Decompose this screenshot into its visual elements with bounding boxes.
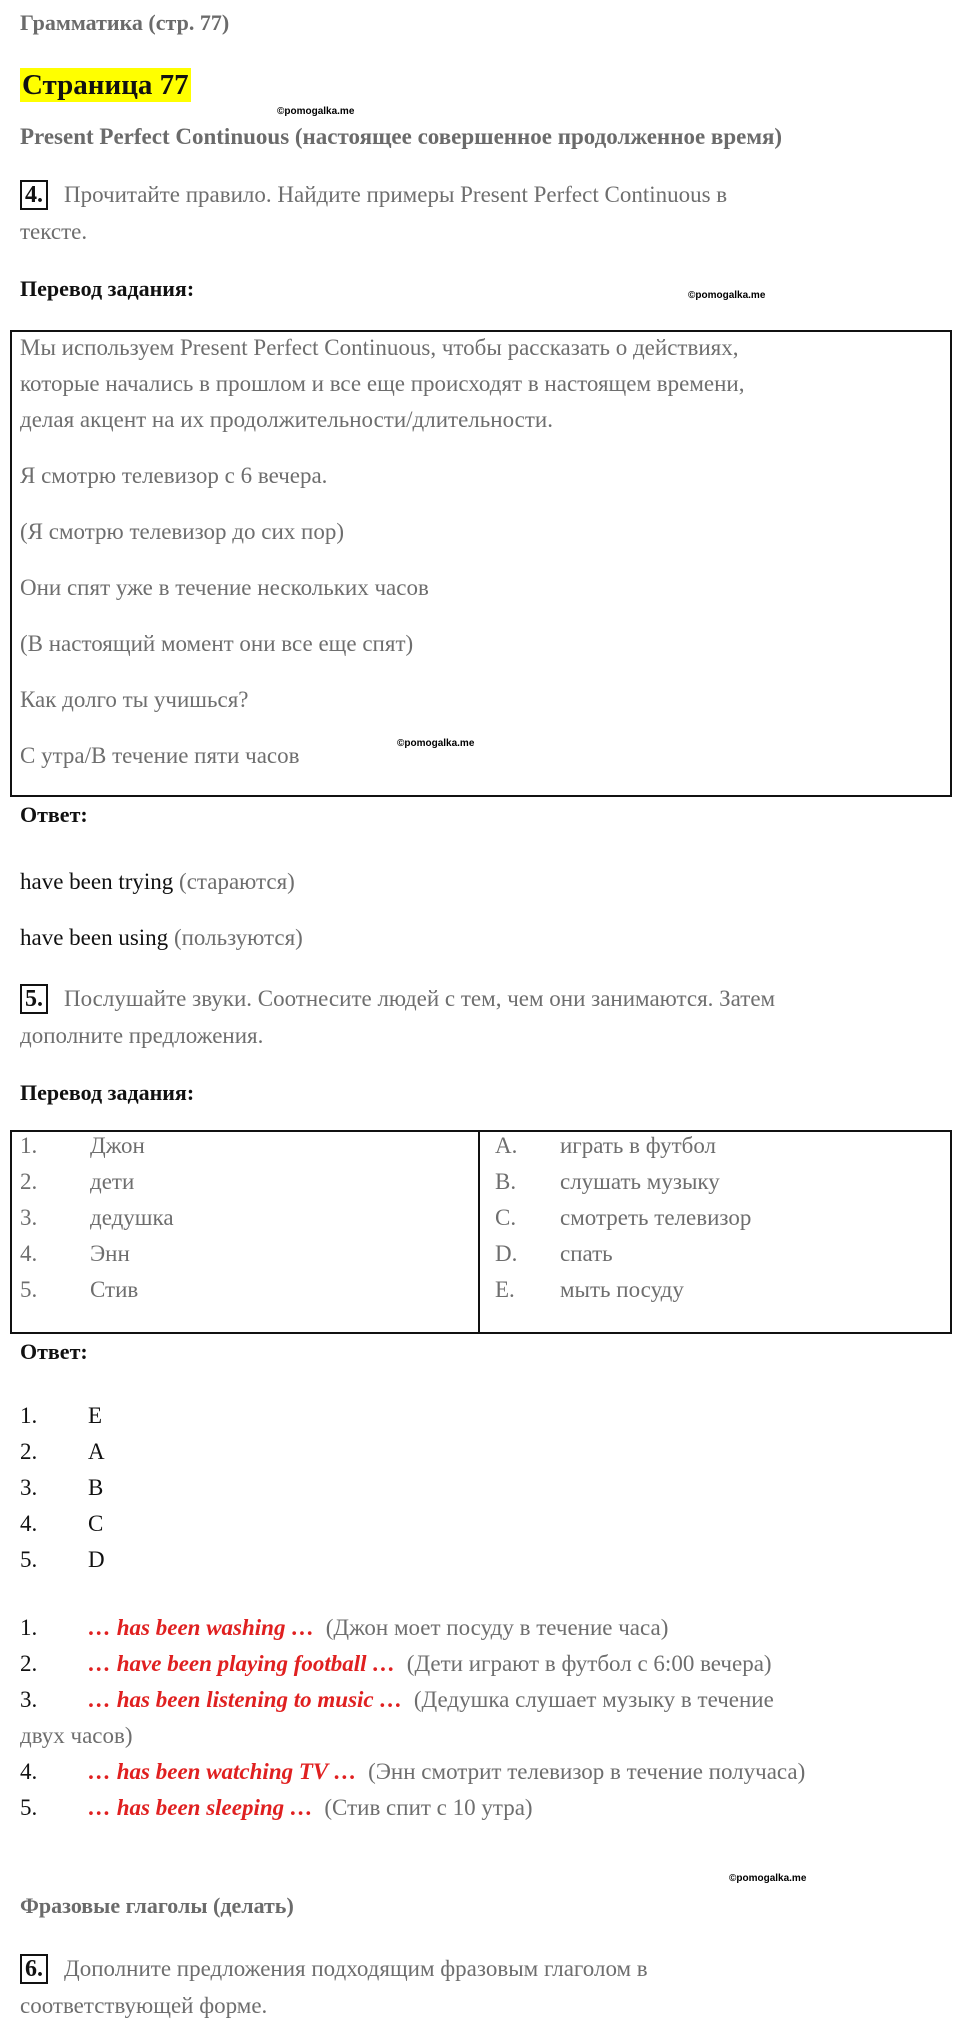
- sentence-3-continued: двух часов): [20, 1723, 133, 1748]
- match-answer-3-num: 3.: [20, 1475, 38, 1500]
- phrasal-verbs-heading: Фразовые глаголы (делать): [20, 1893, 294, 1918]
- match-answer-5-letter: D: [88, 1547, 105, 1572]
- right-item-a-text: играть в футбол: [560, 1133, 717, 1158]
- matching-table: [10, 1130, 952, 1334]
- task4-answer-heading: Ответ:: [20, 802, 88, 827]
- sentence-2-num: 2.: [20, 1651, 38, 1676]
- rule-example-6: С утра/В течение пяти часов: [20, 743, 300, 768]
- right-item-d-text: спать: [560, 1241, 613, 1266]
- match-answer-4-letter: C: [88, 1511, 104, 1536]
- right-item-a: A.: [495, 1133, 518, 1158]
- sentence-3: … has been listening to music … (Дедушка слушает музыку в течение: [88, 1687, 774, 1712]
- match-answer-3-letter: B: [88, 1475, 104, 1500]
- task4-answer-1: have been trying (стараются): [20, 869, 295, 894]
- watermark: ©pomogalka.me: [397, 738, 475, 749]
- sentence-5-num: 5.: [20, 1795, 38, 1820]
- match-answer-2-letter: A: [88, 1439, 105, 1464]
- sentence-2: … have been playing football … (Дети играют в футбол с 6:00 вечера): [88, 1651, 772, 1676]
- sentence-4-num: 4.: [20, 1759, 38, 1784]
- left-item-1: 1.: [20, 1133, 38, 1158]
- right-item-c-text: смотреть телевизор: [560, 1205, 752, 1230]
- left-item-4-text: Энн: [90, 1241, 130, 1266]
- right-item-c: C.: [495, 1205, 517, 1230]
- rule-example-4: (В настоящий момент они все еще спят): [20, 631, 414, 656]
- task5-answer-heading: Ответ:: [20, 1339, 88, 1364]
- left-item-5: 5.: [20, 1277, 38, 1302]
- grammar-topic-title: Present Perfect Continuous (настоящее совершенное продолженное время): [20, 124, 783, 149]
- table-divider: [478, 1131, 480, 1333]
- task6-number: 6.: [20, 1954, 48, 1984]
- right-item-b: B.: [495, 1169, 517, 1194]
- match-answer-4-num: 4.: [20, 1511, 38, 1536]
- task5-translation-heading: Перевод задания:: [20, 1080, 195, 1105]
- right-item-e-text: мыть посуду: [560, 1277, 684, 1302]
- left-item-2: 2.: [20, 1169, 38, 1194]
- task4-instruction: 4. Прочитайте правило. Найдите примеры Present Perfect Continuous в тексте.: [20, 182, 728, 244]
- match-answer-1-num: 1.: [20, 1403, 38, 1428]
- watermark: ©pomogalka.me: [277, 106, 355, 117]
- rule-example-5: Как долго ты учишься?: [20, 687, 249, 712]
- left-item-3: 3.: [20, 1205, 38, 1230]
- sentence-1-num: 1.: [20, 1615, 38, 1640]
- left-item-4: 4.: [20, 1241, 38, 1266]
- left-item-3-text: дедушка: [90, 1205, 174, 1230]
- match-answer-1-letter: E: [88, 1403, 103, 1428]
- task4-answer-2: have been using (пользуются): [20, 925, 303, 950]
- right-item-d: D.: [495, 1241, 518, 1266]
- sentence-5: … has been sleeping … (Стив спит с 10 утра): [88, 1795, 533, 1820]
- task5-instruction: 5. Послушайте звуки. Соотнесите людей с тем, чем они занимаются. Затем дополните предложения.: [20, 986, 776, 1048]
- task6-instruction: 6. Дополните предложения подходящим фразовым глаголом в соответствующей форме.: [20, 1956, 648, 2018]
- sentence-1: … has been washing … (Джон моет посуду в течение часа): [88, 1615, 669, 1640]
- section-title: Грамматика (стр. 77): [20, 10, 230, 35]
- match-answer-5-num: 5.: [20, 1547, 38, 1572]
- right-item-b-text: слушать музыку: [560, 1169, 720, 1194]
- rule-example-2: (Я смотрю телевизор до сих пор): [20, 519, 344, 544]
- left-item-1-text: Джон: [90, 1133, 145, 1158]
- rule-example-3: Они спят уже в течение нескольких часов: [20, 575, 429, 600]
- right-item-e: E.: [495, 1277, 515, 1302]
- page-label: Страница 77: [22, 69, 189, 101]
- watermark: ©pomogalka.me: [729, 1873, 807, 1884]
- task4-translation-heading: Перевод задания:: [20, 276, 195, 301]
- rule-example-1: Я смотрю телевизор с 6 вечера.: [20, 463, 328, 488]
- match-answer-2-num: 2.: [20, 1439, 38, 1464]
- left-item-2-text: дети: [90, 1169, 135, 1194]
- task5-number: 5.: [20, 984, 48, 1014]
- watermark: ©pomogalka.me: [688, 290, 766, 301]
- sentence-3-num: 3.: [20, 1687, 38, 1712]
- left-item-5-text: Стив: [90, 1277, 139, 1302]
- sentence-4: … has been watching TV … (Энн смотрит телевизор в течение получаса): [88, 1759, 806, 1784]
- task4-number: 4.: [20, 180, 48, 210]
- rule-text: Мы используем Present Perfect Continuous, чтобы рассказать о действиях, которые начались в прошлом и все еще происходят в настоящем времени, делая акцент на их продолжительности/длительности.: [20, 335, 745, 432]
